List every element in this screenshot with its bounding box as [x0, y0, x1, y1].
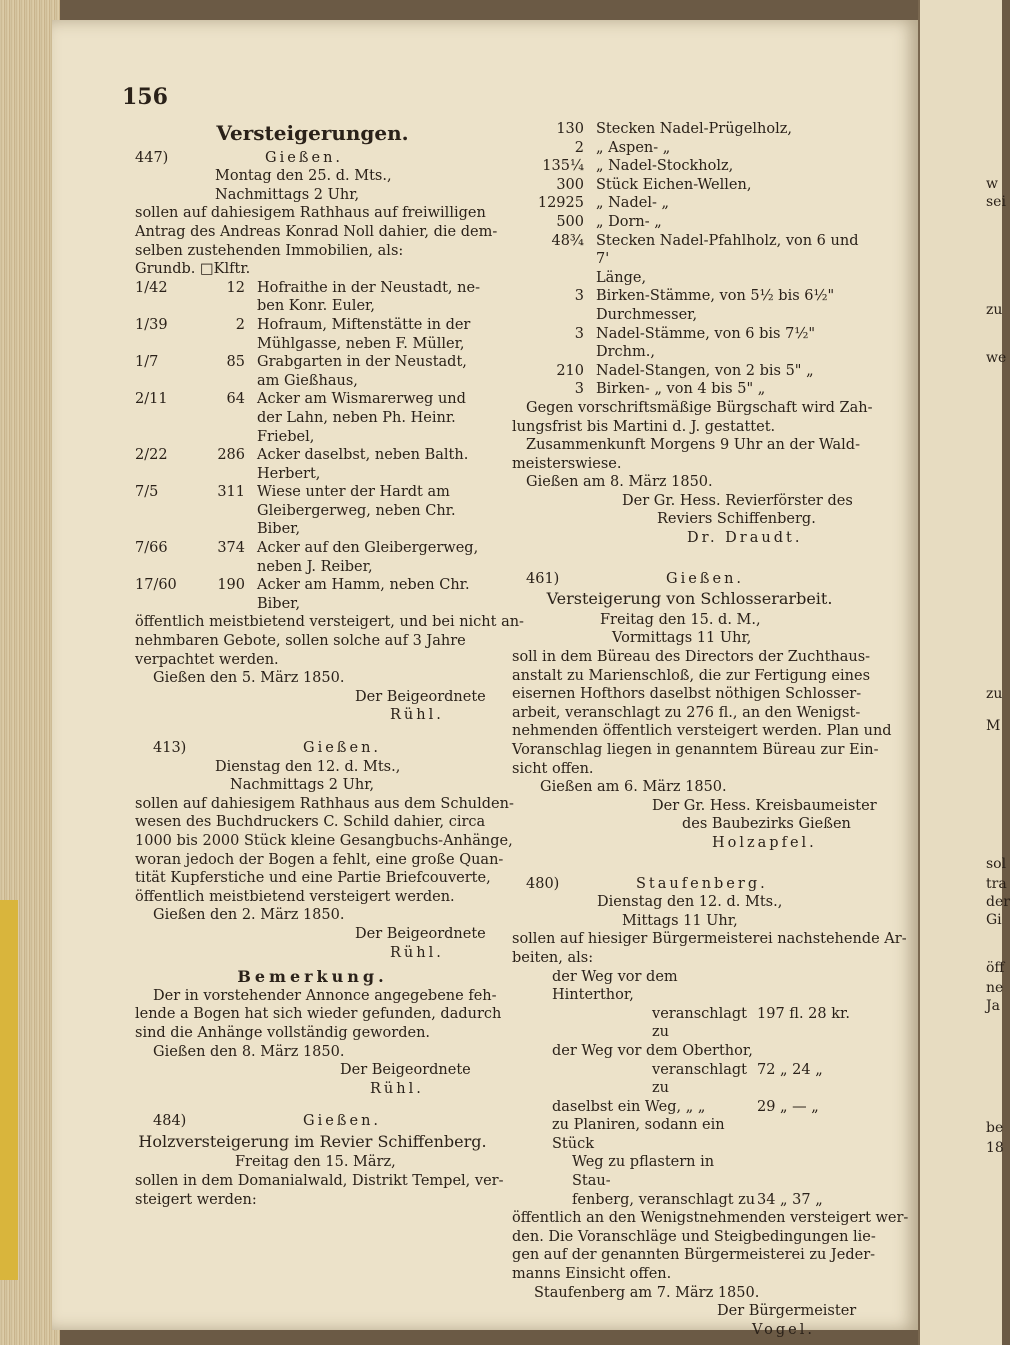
- notice-dateline: Staufenberg am 7. März 1850.: [534, 1284, 760, 1301]
- parcel-fraction: 7/5: [135, 484, 159, 501]
- property-row: [135, 279, 490, 316]
- signature-title: Der Beigeordnete: [355, 688, 486, 705]
- wood-qty: 3: [574, 381, 584, 398]
- note-block: [135, 967, 502, 1098]
- wood-desc: Stecken Nadel-Pfahlholz, von 6 und 7': [596, 232, 859, 268]
- note-text-line: lende a Bogen hat sich wieder gefunden, dadurch: [135, 1006, 502, 1023]
- notice-461: [512, 570, 892, 853]
- cost-value: [757, 1153, 867, 1190]
- notice-text-line: beiten, als:: [512, 949, 594, 966]
- notice-dateline: Gießen am 6. März 1850.: [540, 779, 727, 796]
- signature-name: Dr. Draudt.: [687, 530, 803, 547]
- area-value: 374: [217, 540, 245, 557]
- cost-desc: veranschlagt zu: [652, 1005, 747, 1041]
- margin-fragment: ne: [986, 980, 1004, 996]
- wood-item: [512, 362, 867, 381]
- property-row: [135, 446, 490, 483]
- area-value: 12: [226, 279, 245, 296]
- notice-dateline: Gießen den 2. März 1850.: [153, 907, 345, 924]
- wood-qty: 3: [574, 288, 584, 305]
- cost-value: [757, 1116, 867, 1153]
- notice-text-line: gen auf der genannten Bürgermeisterei zu Jeder-: [512, 1247, 876, 1264]
- wood-qty: 130: [556, 121, 584, 137]
- parcel-fraction: 17/60: [135, 577, 177, 594]
- property-desc: Acker daselbst, neben Balth.: [257, 447, 469, 464]
- wood-desc: Birken- „ von 4 bis 5" „: [596, 381, 766, 398]
- notice-title: Holzversteigerung im Revier Schiffenberg.: [138, 1131, 487, 1151]
- area-value: 286: [217, 447, 245, 464]
- property-desc: Hofraum, Miftenstätte in der: [257, 316, 471, 333]
- notice-date: Freitag den 15. März,: [235, 1154, 396, 1171]
- cost-item: [512, 1116, 867, 1153]
- cost-item: [512, 1061, 867, 1098]
- wood-item: [512, 176, 867, 195]
- margin-fragment: 18: [986, 1140, 1004, 1156]
- property-row: [135, 539, 490, 576]
- signature-title: Reviers Schiffenberg.: [657, 511, 816, 528]
- cost-item: [512, 1153, 867, 1190]
- notice-text-line: steigert werden:: [135, 1191, 257, 1208]
- property-desc: Acker am Hamm, neben Chr.: [257, 577, 470, 594]
- notice-time: Nachmittags 2 Uhr,: [215, 186, 360, 203]
- notice-text-line: nehmenden öffentlich versteigert werden. Plan und: [512, 723, 892, 740]
- notice-date: Freitag den 15. d. M.,: [600, 611, 761, 628]
- wood-item: [512, 287, 867, 306]
- area-value: 311: [217, 484, 245, 501]
- wood-desc: Durchmesser,: [596, 306, 698, 323]
- wood-item: [512, 325, 867, 362]
- notice-number: 484): [153, 1113, 187, 1130]
- wood-desc: Nadel-Stangen, von 2 bis 5" „: [596, 362, 814, 379]
- wood-qty: [512, 306, 596, 325]
- wood-item: [512, 157, 867, 176]
- notice-text-line: sollen in dem Domanialwald, Distrikt Tempel, ver-: [135, 1173, 504, 1190]
- property-desc: Mühlgasse, neben F. Müller,: [257, 335, 465, 352]
- notice-text-line: öffentlich meistbietend versteigert werden.: [135, 888, 455, 905]
- margin-fragment: öff: [986, 960, 1005, 976]
- notice-484: [135, 1112, 504, 1209]
- area-value: 2: [235, 316, 245, 333]
- notice-text-line: anstalt zu Marienschloß, die zur Fertigung eines: [512, 667, 871, 684]
- notice-number: 447): [135, 149, 169, 166]
- signature-title: Der Gr. Hess. Kreisbaumeister: [652, 797, 877, 814]
- notice-text-line: sollen auf dahiesigem Rathhaus auf freiwilligen: [135, 205, 486, 222]
- notice-text-line: öffentlich an den Wenigstnehmenden versteigert wer-: [512, 1210, 909, 1227]
- property-desc: am Gießhaus,: [257, 372, 358, 389]
- area-value: 64: [226, 391, 245, 408]
- wood-qty: 3: [574, 325, 584, 342]
- notice-413: [135, 739, 514, 962]
- property-row: [135, 576, 490, 613]
- notice-text-line: wesen des Buchdruckers C. Schild dahier, circa: [135, 814, 486, 831]
- notice-text-line: meisterswiese.: [512, 455, 622, 472]
- notice-date: Dienstag den 12. d. Mts.,: [215, 758, 401, 775]
- right-column: [512, 120, 909, 1339]
- cost-value: 197 fl. 28 kr.: [757, 1005, 850, 1022]
- notice-number: 413): [153, 740, 187, 756]
- note-text-line: Der in vorstehender Annonce angegebene feh-: [153, 987, 497, 1004]
- notice-text-line: tität Kupferstiche und eine Partie Briefcouverte,: [135, 870, 491, 887]
- signature-title: Der Beigeordnete: [340, 1062, 471, 1079]
- wood-desc: Stück Eichen-Wellen,: [596, 176, 752, 193]
- property-desc: Wiese unter der Hardt am: [257, 484, 450, 501]
- signature-title: Der Bürgermeister: [717, 1303, 857, 1320]
- signature-name: Rühl.: [390, 944, 444, 961]
- notice-447: [135, 149, 524, 725]
- note-text-line: sind die Anhänge vollständig geworden.: [135, 1024, 431, 1041]
- wood-item: [512, 194, 867, 213]
- cost-item: [512, 1042, 867, 1061]
- property-desc: Grabgarten in der Neustadt,: [257, 354, 467, 371]
- note-dateline: Gießen den 8. März 1850.: [153, 1043, 345, 1060]
- notice-place: Staufenberg.: [636, 875, 768, 892]
- cost-value: 29 „ — „: [757, 1098, 819, 1115]
- notice-text-line: sollen auf hiesiger Bürgermeisterei nachstehende Ar-: [512, 931, 907, 948]
- cost-desc: fenberg, veranschlagt zu: [572, 1191, 756, 1208]
- area-value: 190: [217, 577, 245, 594]
- wood-item: [512, 213, 867, 232]
- notice-text-line: manns Einsicht offen.: [512, 1266, 672, 1283]
- parcel-fraction: 1/7: [135, 354, 159, 371]
- cost-value: [757, 1042, 867, 1061]
- section-heading: Versteigerungen.: [216, 121, 409, 145]
- wood-desc: Länge,: [596, 269, 647, 286]
- wood-desc: Nadel-Stämme, von 6 bis 7½" Drchm.,: [596, 325, 816, 361]
- notice-time: Nachmittags 2 Uhr,: [230, 777, 375, 794]
- notice-text-line: selben zustehenden Immobilien, als:: [135, 242, 404, 259]
- cost-item: [512, 1005, 867, 1042]
- margin-fragment: der: [986, 894, 1010, 910]
- left-column: [135, 120, 524, 1209]
- notice-480: [512, 875, 909, 1340]
- margin-fragment: we: [986, 350, 1007, 366]
- notice-text-line: soll in dem Büreau des Directors der Zuchthaus-: [512, 649, 871, 666]
- notice-text-line: öffentlich meistbietend versteigert, und bei nicht an-: [135, 614, 524, 631]
- margin-fragment: w: [986, 176, 998, 192]
- property-desc: Acker am Wismarerweg und: [257, 391, 466, 408]
- property-desc: ben Konr. Euler,: [257, 298, 375, 315]
- signature-title: des Baubezirks Gießen: [682, 816, 851, 833]
- wood-item: [512, 232, 867, 269]
- notice-place: Gießen.: [265, 149, 344, 166]
- cost-value: [757, 968, 867, 1005]
- area-value: 85: [226, 354, 245, 371]
- cost-desc: daselbst ein Weg, „ „: [552, 1098, 706, 1115]
- wood-qty: [512, 269, 596, 288]
- cost-desc: zu Planiren, sodann ein Stück: [552, 1117, 725, 1152]
- wood-qty: 48¾: [551, 232, 584, 249]
- note-heading: Bemerkung.: [237, 967, 388, 987]
- notice-place: Gießen.: [303, 740, 382, 756]
- notice-text-line: Antrag des Andreas Konrad Noll dahier, die dem-: [135, 223, 498, 240]
- notice-text-line: lungsfrist bis Martini d. J. gestattet.: [512, 418, 776, 435]
- property-desc: Biber,: [257, 595, 301, 612]
- margin-fragment: sei: [986, 194, 1006, 210]
- wood-desc: „ Dorn- „: [596, 213, 662, 230]
- notice-dateline: Gießen am 8. März 1850.: [526, 474, 713, 491]
- wood-desc: „ Nadel- „: [596, 195, 669, 212]
- cost-desc: Weg zu pflastern in Stau-: [572, 1154, 715, 1190]
- wood-item: [512, 269, 867, 288]
- cost-value: 72 „ 24 „: [757, 1061, 823, 1078]
- margin-fragment: be: [986, 1120, 1004, 1136]
- cost-item: [512, 1098, 867, 1117]
- notice-text-line: verpachtet werden.: [135, 651, 279, 668]
- cost-item: [512, 1191, 867, 1210]
- margin-fragment: zu: [986, 302, 1003, 318]
- property-row: [135, 353, 490, 390]
- wood-list: [512, 120, 867, 399]
- notice-text-line: Voranschlag liegen in genanntem Büreau zur Ein-: [512, 742, 879, 758]
- cost-desc: der Weg vor dem Oberthor,: [552, 1042, 753, 1059]
- notice-text-line: woran jedoch der Bogen a fehlt, eine große Quan-: [135, 851, 504, 868]
- parcel-fraction: 1/42: [135, 279, 168, 296]
- notice-text-line: Gegen vorschriftsmäßige Bürgschaft wird Zah-: [526, 399, 873, 416]
- margin-fragment: sol: [986, 856, 1007, 872]
- signature-name: Holzapfel.: [712, 834, 817, 851]
- property-row: [135, 316, 490, 353]
- wood-item: [512, 139, 867, 158]
- cost-desc: veranschlagt zu: [652, 1061, 747, 1097]
- cost-value: 34 „ 37 „: [757, 1191, 823, 1208]
- notice-place: Gießen.: [666, 570, 745, 587]
- margin-fragment: tra: [986, 876, 1007, 892]
- wood-item: [512, 120, 867, 139]
- wood-qty: 135¼: [542, 158, 584, 175]
- wood-desc: „ Aspen- „: [596, 139, 671, 156]
- margin-fragment: Gi: [986, 912, 1002, 928]
- notice-time: Vormittags 11 Uhr,: [612, 630, 752, 647]
- property-desc: Gleibergerweg, neben Chr. Biber,: [257, 502, 456, 538]
- notice-place: Gießen.: [303, 1113, 382, 1130]
- property-row: [135, 483, 490, 539]
- page-number: 156: [122, 84, 168, 110]
- wood-qty: 500: [556, 213, 584, 230]
- property-desc: Hofraithe in der Neustadt, ne-: [257, 279, 480, 296]
- property-desc: Herbert,: [257, 465, 321, 482]
- notice-text-line: nehmbaren Gebote, sollen solche auf 3 Jahre: [135, 633, 466, 650]
- table-header: Grundb. □Klftr.: [135, 261, 251, 278]
- signature-title: Der Beigeordnete: [355, 925, 486, 942]
- property-desc: der Lahn, neben Ph. Heinr.: [257, 409, 456, 426]
- parcel-fraction: 7/66: [135, 540, 168, 557]
- margin-fragment: Ja: [986, 998, 1000, 1014]
- signature-name: Rühl.: [390, 707, 444, 724]
- notice-text-line: eisernen Hofthors daselbst nöthigen Schlosser-: [512, 686, 862, 703]
- wood-qty: 12925: [537, 195, 584, 212]
- signature-title: Der Gr. Hess. Revierförster des: [622, 492, 853, 509]
- wood-desc: Birken-Stämme, von 5½ bis 6½": [596, 288, 835, 305]
- notice-text-line: arbeit, veranschlagt zu 276 fl., an den Wenigst-: [512, 704, 861, 721]
- signature-name: Vogel.: [752, 1321, 815, 1338]
- parcel-fraction: 2/22: [135, 447, 168, 464]
- notice-dateline: Gießen den 5. März 1850.: [153, 670, 345, 687]
- wood-desc: Stecken Nadel-Prügelholz,: [596, 121, 792, 137]
- wood-desc: „ Nadel-Stockholz,: [596, 158, 734, 175]
- notice-title: Versteigerung von Schlosserarbeit.: [546, 589, 833, 609]
- facing-page: [918, 0, 1010, 1345]
- notice-text-line: sicht offen.: [512, 760, 594, 777]
- yellow-bookmark-strip: [0, 900, 18, 1280]
- notice-text-line: 1000 bis 2000 Stück kleine Gesangbuchs-Anhänge,: [135, 832, 513, 849]
- property-desc: Acker auf den Gleibergerweg,: [257, 540, 479, 557]
- property-row: [135, 390, 490, 446]
- wood-qty: 300: [556, 176, 584, 193]
- notice-number: 480): [526, 875, 560, 892]
- notice-number: 461): [526, 570, 560, 587]
- margin-fragment: M: [986, 718, 1001, 734]
- notice-date: Montag den 25. d. Mts.,: [215, 168, 392, 185]
- notice-time: Mittags 11 Uhr,: [622, 912, 738, 929]
- notice-date: Dienstag den 12. d. Mts.,: [597, 894, 783, 911]
- property-desc: Friebel,: [257, 428, 315, 445]
- wood-qty: 210: [556, 362, 584, 379]
- property-desc: neben J. Reiber,: [257, 558, 373, 575]
- signature-name: Rühl.: [370, 1080, 424, 1097]
- margin-fragment: zu: [986, 686, 1003, 702]
- notice-text-line: Zusammenkunft Morgens 9 Uhr an der Wald-: [526, 437, 860, 454]
- parcel-fraction: 1/39: [135, 316, 168, 333]
- cost-desc: der Weg vor dem Hinterthor,: [552, 968, 678, 1004]
- wood-item: [512, 306, 867, 325]
- wood-qty: 2: [574, 139, 584, 156]
- notice-text-line: den. Die Voranschläge und Steigbedingungen lie-: [512, 1228, 876, 1245]
- parcel-fraction: 2/11: [135, 391, 168, 408]
- wood-item: [512, 380, 867, 399]
- cost-item: [512, 968, 867, 1005]
- notice-text-line: sollen auf dahiesigem Rathhaus aus dem Schulden-: [135, 795, 514, 812]
